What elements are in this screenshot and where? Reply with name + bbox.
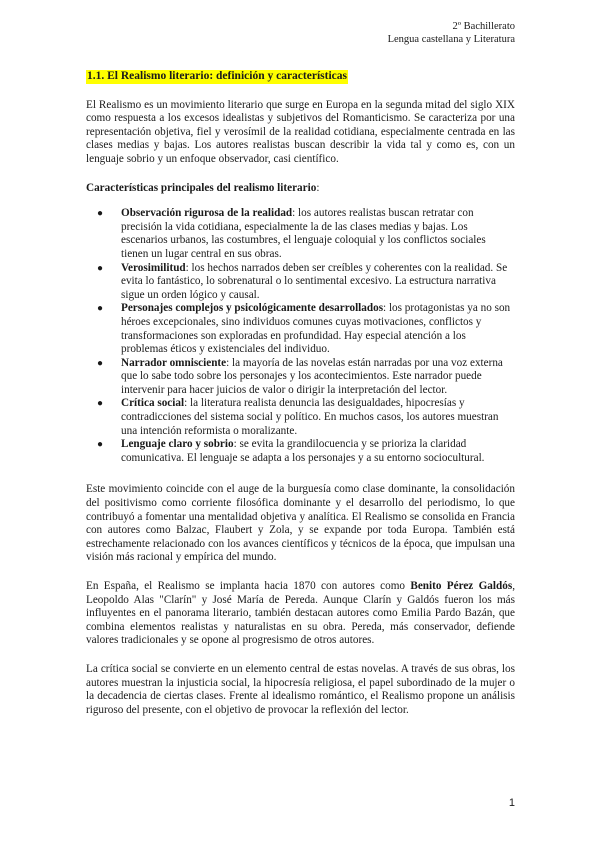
feature-text: : la mayoría de las novelas están narradas por una voz externa que lo sabe todo sobre los personajes y los acontecimientos. Este narrador puede intervenir para hacer juicios de valor o dirigir la interpretación del lector. bbox=[121, 356, 503, 396]
list-item bbox=[97, 302, 515, 356]
feature-term: Personajes complejos y psicológicamente desarrollados bbox=[121, 302, 384, 315]
feature-term: Narrador omnisciente bbox=[121, 356, 227, 369]
spain-paragraph bbox=[86, 580, 515, 648]
bullet-icon: ● bbox=[97, 208, 104, 220]
spain-text-after: , Leopoldo Alas "Clarín" y José María de Pereda. Aunque Clarín y Galdós fueron los más influyentes en el panorama literario, también destacan autores como Emilia Pardo Bazán, que combina elementos realistas y naturalistas en su obra. Pereda, más conservador, defiende valores tradicionales y se opone al progresismo de otros autores. bbox=[86, 580, 515, 647]
feature-term: Crítica social bbox=[121, 397, 185, 410]
bullet-icon: ● bbox=[97, 398, 104, 410]
page-number: 1 bbox=[508, 797, 515, 809]
features-heading-text: Características principales del realismo literario bbox=[86, 181, 317, 194]
list-item bbox=[97, 207, 515, 261]
bullet-icon: ● bbox=[97, 357, 104, 369]
author-name: Benito Pérez Galdós bbox=[410, 580, 513, 592]
list-item bbox=[97, 356, 515, 398]
context-paragraph: Este movimiento coincide con el auge de la burguesía como clase dominante, la consolidación del positivismo como corriente filosófica dominante y el desarrollo del periodismo, lo que contribuyó a fomentar una mentalidad objetiva y analítica. El Realismo se consolida en Francia con autores como Balzac, Flaubert y Zola, y se expande por toda Europa. También está estrechamente relacionado con los avances científicos y técnicos de la época, que impulsan una visión más racional y empírica del mundo. bbox=[86, 483, 515, 564]
feature-text: : se evita la grandilocuencia y se prioriza la claridad comunicativa. El lenguaje se adapta a los personajes y a su entorno sociocultural. bbox=[121, 438, 485, 464]
list-item bbox=[97, 438, 515, 465]
feature-text: : los autores realistas buscan retratar con precisión la vida cotidiana, especialmente la de las clases medias y bajas. Los escenarios urbanos, las costumbres, el lenguaje coloquial y los conflictos sociales tienen un lugar central en sus obras. bbox=[121, 207, 486, 260]
list-item bbox=[97, 261, 515, 303]
feature-text: : los protagonistas ya no son héroes excepcionales, sino individuos comunes cuyas motivaciones, conflictos y transformaciones son exploradas en profundidad. Hay especial atención a los problemas éticos y existenciales del individuo. bbox=[121, 302, 511, 356]
features-heading bbox=[86, 182, 515, 196]
social-critique-paragraph: La crítica social se convierte en un elemento central de estas novelas. A través de sus obras, los autores muestran la injusticia social, la hipocresía religiosa, el papel subordinado de la mujer o la decadencia de ciertas clases. Frente al idealismo romántico, el Realismo propone un análisis riguroso del presente, con el objetivo de provocar la reflexión del lector. bbox=[86, 662, 515, 716]
section-title: 1.1. El Realismo literario: definición y características bbox=[87, 70, 347, 82]
feature-term: Verosimilitud bbox=[121, 261, 186, 274]
intro-paragraph: El Realismo es un movimiento literario que surge en Europa en la segunda mitad del siglo XIX como respuesta a los excesos idealistas y subjetivos del Romanticismo. Se caracteriza por una representación objetiva, fiel y verosímil de la realidad cotidiana, especialmente centrada en las clases medias y bajas. Los autores realistas buscan describir la vida tal y como es, con un lenguaje sobrio y un enfoque observador, casi científico. bbox=[86, 98, 515, 165]
page-header bbox=[388, 20, 515, 46]
feature-term: Lenguaje claro y sobrio bbox=[121, 438, 234, 451]
bullet-icon: ● bbox=[97, 439, 104, 451]
features-list bbox=[86, 207, 515, 465]
spain-text-before: En España, el Realismo se implanta hacia 1870 con autores como bbox=[86, 580, 411, 592]
feature-term: Observación rigurosa de la realidad bbox=[121, 207, 293, 220]
bullet-icon: ● bbox=[97, 262, 104, 274]
header-course: 2º Bachillerato bbox=[452, 21, 515, 32]
list-item bbox=[97, 397, 515, 438]
feature-text: : los hechos narrados deben ser creíbles y coherentes con la realidad. Se evita lo fantástico, lo sobrenatural o lo sentimental excesivo. La estructura narrativa sigue un orden lógico y causal. bbox=[121, 261, 508, 301]
document-body bbox=[86, 70, 515, 732]
features-heading-colon: : bbox=[316, 181, 320, 194]
feature-text: : la literatura realista denuncia las desigualdades, hipocresías y contradicciones del sistema social y político. En muchos casos, los autores muestran una intención reformista o moralizante. bbox=[121, 397, 499, 437]
bullet-icon: ● bbox=[97, 303, 104, 315]
header-subject: Lengua castellana y Literatura bbox=[387, 34, 515, 45]
